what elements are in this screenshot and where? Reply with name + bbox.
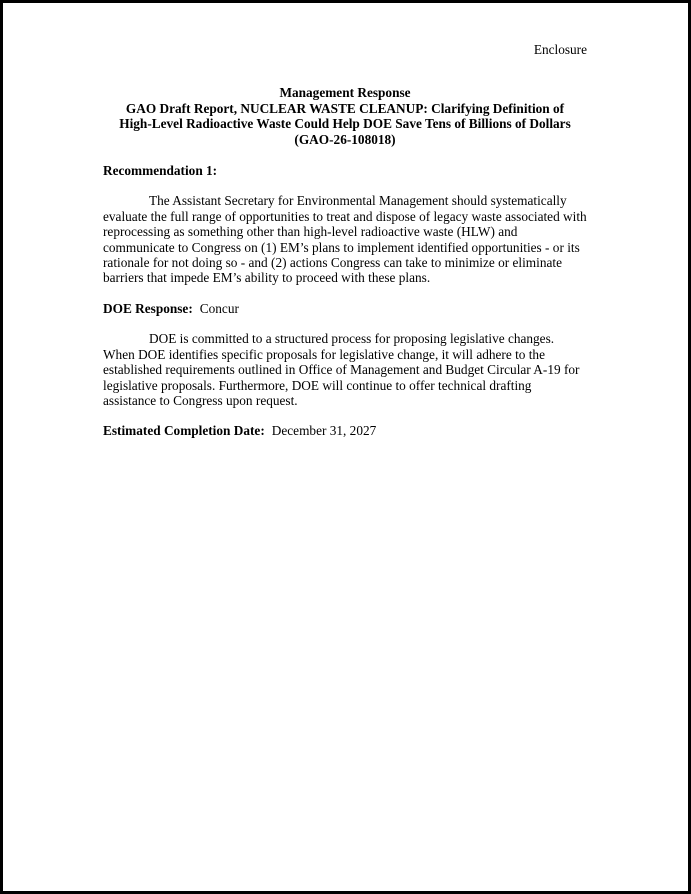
completion-date-label: Estimated Completion Date: [103,423,265,439]
recommendation-heading: Recommendation 1: [103,163,218,179]
recommendation-paragraph: The Assistant Secretary for Environmental Management should systematically evaluate the full range of opportunities to treat and dispose of legacy waste associated with reprocessing as something other than high-level radioactive waste (HLW) and communicate to Congress on (1) EM’s plans to implement identified opportunities - or its rationale for not doing so - and (2) actions Congress can take to minimize or eliminate barriers that impede EM’s ability to proceed with these plans. [103,193,587,286]
completion-date-line [103,423,587,438]
doe-response-value: Concur [199,300,239,316]
completion-date-value: December 31, 2027 [271,423,377,439]
doe-response-line [103,301,587,316]
title-line-report-subtitle: High-Level Radioactive Waste Could Help DOE Save Tens of Billions of Dollars [119,116,571,132]
doe-response-paragraph: DOE is committed to a structured process for proposing legislative changes. When DOE identifies specific proposals for legislative change, it will adhere to the established requirements outlined in Office of Management and Budget Circular A-19 for legislative proposals. Furthermore, DOE will continue to offer technical drafting assistance to Congress upon request. [103,331,580,408]
title-line-management-response: Management Response [279,85,411,101]
document-content [3,3,688,439]
title-line-report-name: GAO Draft Report, NUCLEAR WASTE CLEANUP: Clarifying Definition of [125,100,565,116]
enclosure-label: Enclosure [533,42,587,57]
title-line-report-number: (GAO-26-108018) [294,131,396,147]
doe-response-label: DOE Response: [103,300,193,316]
document-title-block [103,85,587,147]
